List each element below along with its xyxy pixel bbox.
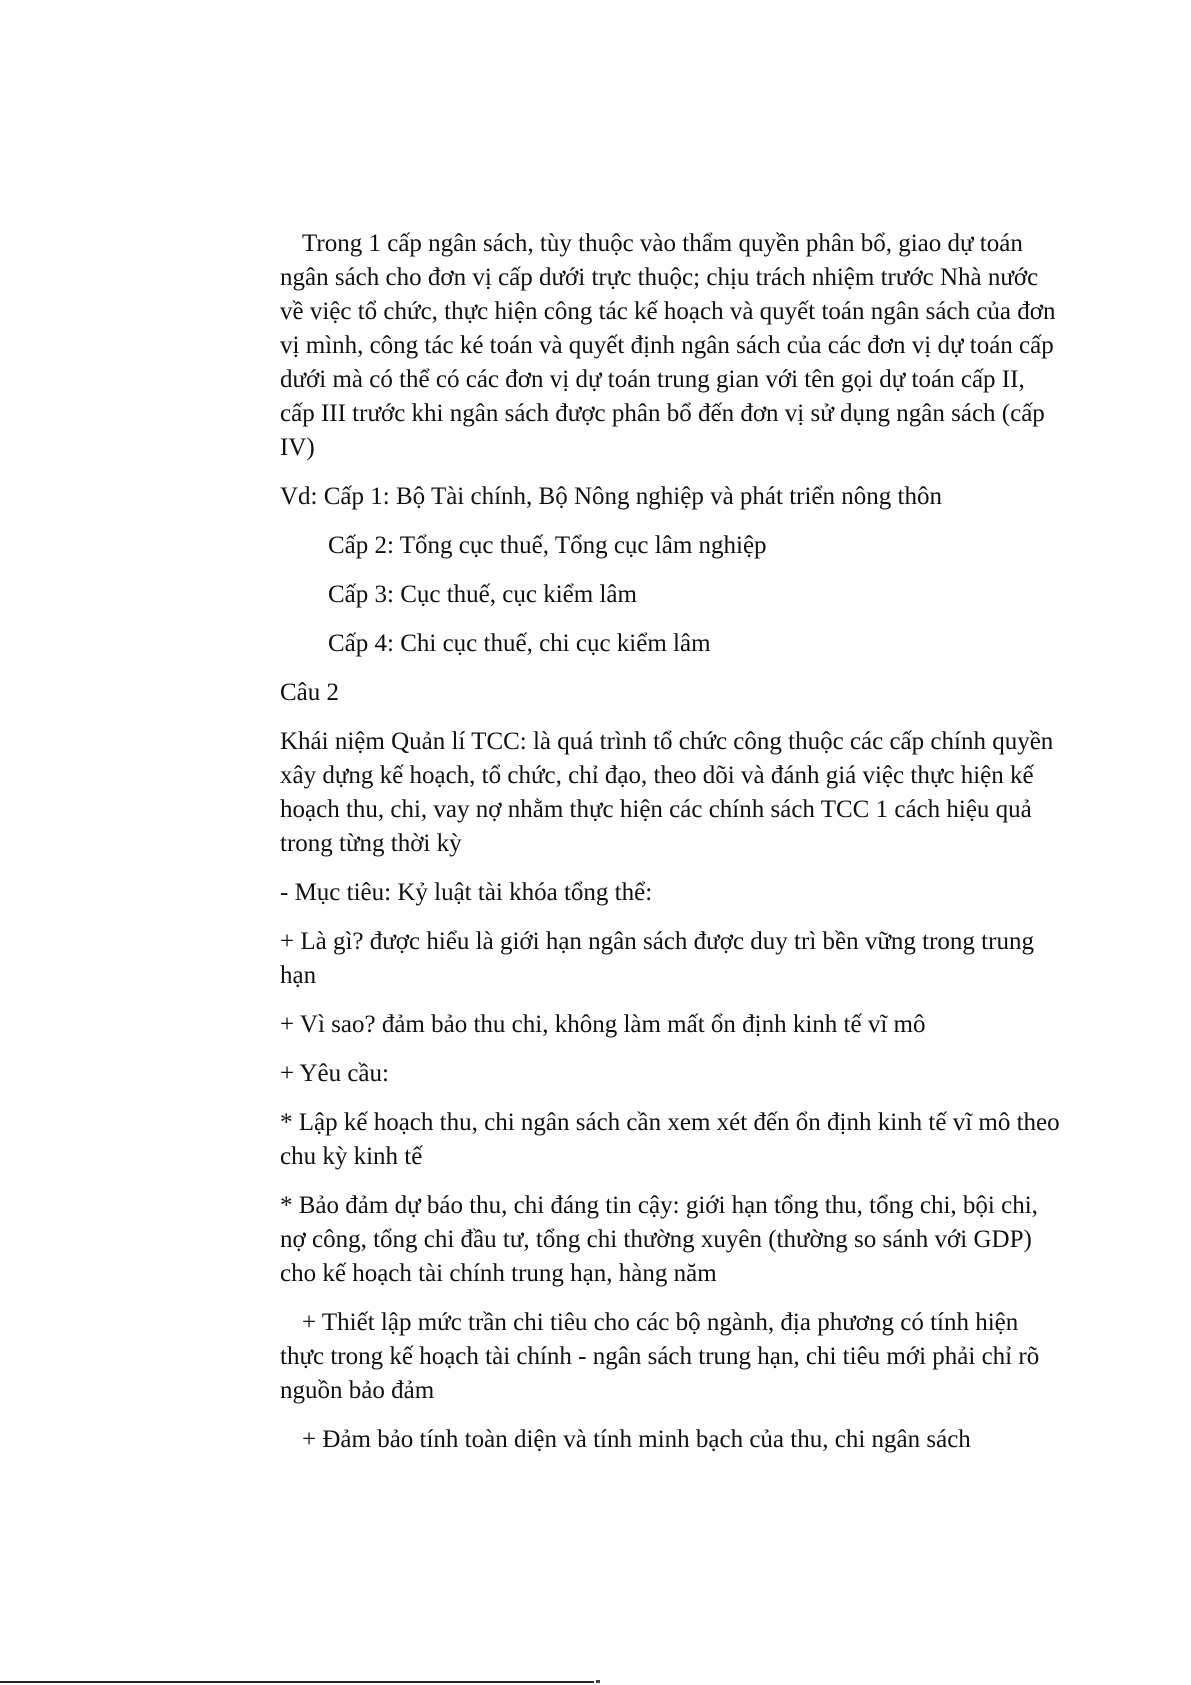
footer-divider — [0, 1681, 594, 1683]
paragraph-spending-ceiling: + Thiết lập mức trần chi tiêu cho các bộ ngành, địa phương có tính hiện thực trong kế hoạch tài chính - ngân sách trung hạn, chi tiêu mới phải chỉ rõ nguồn bảo đảm — [280, 1309, 1040, 1404]
paragraph-definition: Khái niệm Quản lí TCC: là quá trình tổ chức công thuộc các cấp chính quyền xây dựng kế hoạch, tổ chức, chỉ đạo, theo dõi và đánh giá việc thực hiện kế hoạch thu, chi, vay nợ nhằm thực hiện các chính sách TCC 1 cách hiệu quả trong từng thời kỳ — [280, 728, 1054, 857]
paragraph-what-is: + Là gì? được hiểu là giới hạn ngân sách được duy trì bền vững trong trung hạn — [280, 928, 1034, 989]
paragraph-why: + Vì sao? đảm bảo thu chi, không làm mất ổn định kinh tế vĩ mô — [280, 1011, 926, 1038]
document-body — [280, 227, 1060, 1472]
question-heading: Câu 2 — [280, 679, 340, 706]
example-level-1: Vd: Cấp 1: Bộ Tài chính, Bộ Nông nghiệp và phát triển nông thôn — [280, 483, 942, 510]
footer-mark — [596, 1680, 600, 1683]
example-level-2: Cấp 2: Tổng cục thuế, Tổng cục lâm nghiệp — [328, 532, 767, 559]
paragraph-transparency: + Đảm bảo tính toàn diện và tính minh bạch của thu, chi ngân sách — [302, 1426, 971, 1453]
paragraph-budget-levels: Trong 1 cấp ngân sách, tùy thuộc vào thẩm quyền phân bổ, giao dự toán ngân sách cho đơn vị cấp dưới trực thuộc; chịu trách nhiệm trước Nhà nước về việc tổ chức, thực hiện công tác kế hoạch và quyết toán ngân sách của đơn vị mình, công tác ké toán và quyết định ngân sách của các đơn vị dự toán cấp dưới mà có thể có các đơn vị dự toán trung gian với tên gọi dự toán cấp II, cấp III trước khi ngân sách được phân bổ đến đơn vị sử dụng ngân sách (cấp IV) — [280, 230, 1056, 461]
paragraph-objective: - Mục tiêu: Kỷ luật tài khóa tổng thể: — [280, 879, 653, 906]
example-level-4: Cấp 4: Chi cục thuế, chi cục kiểm lâm — [328, 630, 711, 657]
paragraph-planning: * Lập kế hoạch thu, chi ngân sách cần xem xét đến ổn định kinh tế vĩ mô theo chu kỳ kinh tế — [280, 1109, 1060, 1170]
paragraph-requirements: + Yêu cầu: — [280, 1060, 389, 1087]
example-level-3: Cấp 3: Cục thuế, cục kiểm lâm — [328, 581, 637, 608]
paragraph-forecast: * Bảo đảm dự báo thu, chi đáng tin cậy: giới hạn tổng thu, tổng chi, bội chi, nợ công, tổng chi đầu tư, tổng chi thường xuyên (thường so sánh với GDP) cho kế hoạch tài chính trung hạn, hàng năm — [280, 1192, 1038, 1287]
